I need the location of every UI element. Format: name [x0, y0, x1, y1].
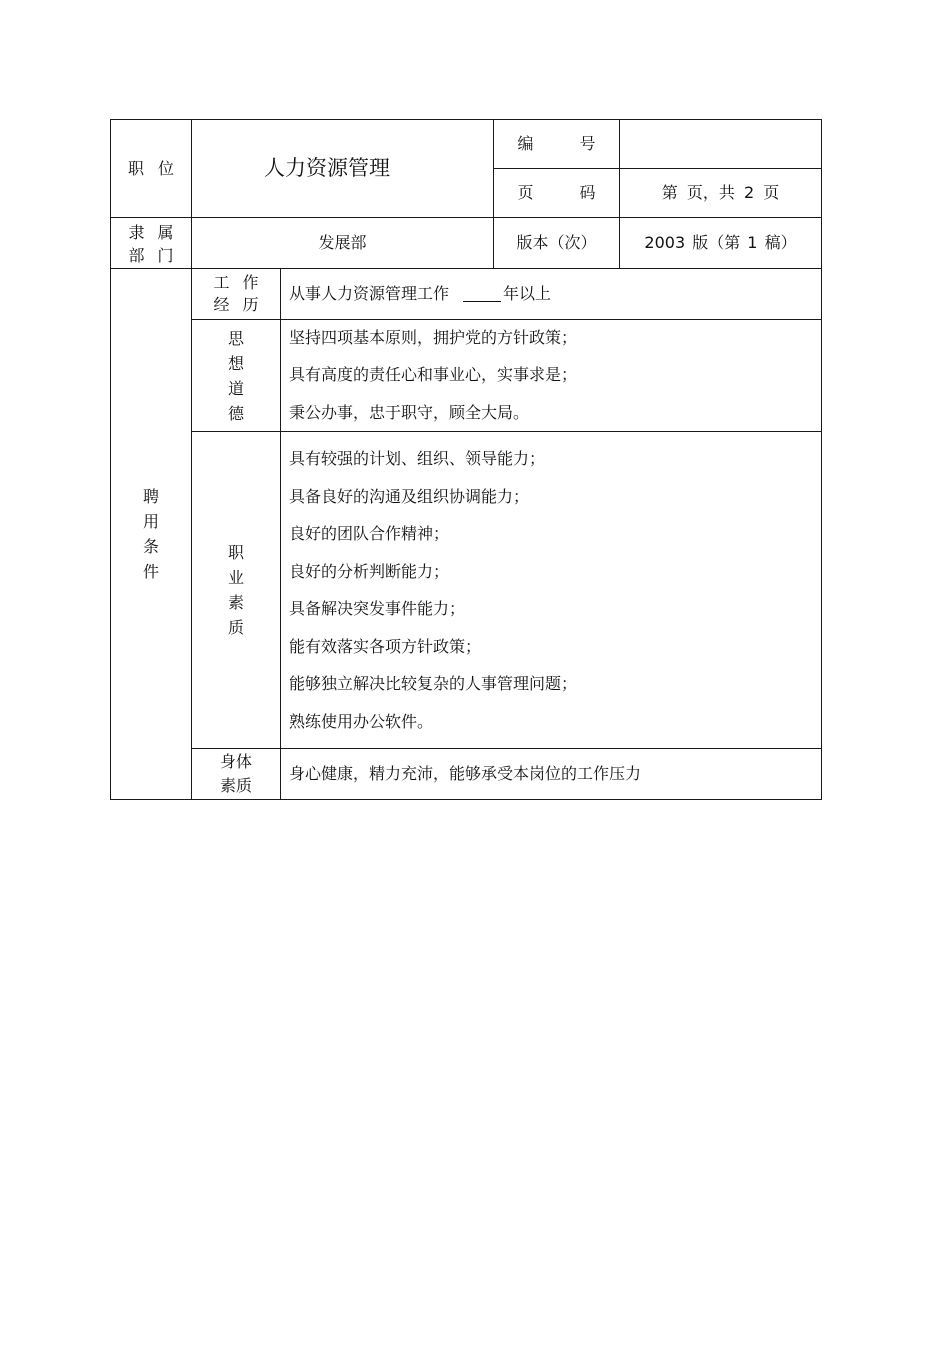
- work-experience-text-suffix: 年以上: [503, 284, 552, 303]
- physical-label-line: 素质: [219, 776, 252, 795]
- list-item: 能有效落实各项方针政策；: [289, 637, 482, 656]
- dept-value: 发展部: [318, 233, 367, 252]
- work-experience-label: [192, 269, 280, 319]
- dept-label-line: 隶 属: [128, 222, 174, 242]
- list-item: 具有高度的责任心和事业心，实事求是；: [289, 365, 578, 384]
- number-label-char: 号: [579, 134, 596, 153]
- number-value: [620, 120, 821, 168]
- job-description-table: [110, 119, 822, 800]
- requirements-label-char: 条: [142, 537, 159, 556]
- table-border-right: [821, 119, 822, 800]
- version-label: 版本（次）: [516, 233, 597, 252]
- list-item: 良好的分析判断能力；: [289, 562, 450, 581]
- list-item: 具备良好的沟通及组织协调能力；: [289, 487, 530, 506]
- list-item: 良好的团队合作精神；: [289, 524, 450, 543]
- physical-label: [192, 749, 280, 799]
- moral-list: [281, 320, 821, 431]
- moral-label-char: 道: [227, 378, 244, 398]
- moral-label-char: 德: [227, 403, 244, 423]
- moral-label-char: 想: [227, 353, 244, 373]
- physical-label-line: 身体: [219, 752, 252, 771]
- list-item: 坚持四项基本原则，拥护党的方针政策；: [289, 328, 578, 347]
- position-label-char: 位: [158, 158, 175, 178]
- position-value: 人力资源管理: [264, 155, 390, 180]
- table-border-bottom: [110, 799, 822, 800]
- work-experience-value: [281, 269, 821, 319]
- list-item: 秉公办事，忠于职守，顾全大局。: [289, 403, 530, 422]
- work-experience-label-line: 工 作: [213, 273, 259, 292]
- requirements-label: [111, 269, 191, 799]
- number-label: [494, 120, 619, 168]
- page-label: [494, 169, 619, 217]
- position-label-char: 职: [127, 158, 144, 178]
- list-item: 具备解决突发事件能力；: [289, 599, 466, 618]
- moral-label-char: 思: [227, 328, 244, 348]
- professional-label: [192, 432, 280, 748]
- version-value: 2003 版（第 1 稿）: [644, 233, 797, 252]
- professional-label-char: 素: [227, 593, 244, 612]
- page-value: 第 页，共 2 页: [661, 183, 780, 202]
- dept-label-line: 部 门: [128, 245, 174, 265]
- page-label-char: 码: [579, 183, 596, 202]
- requirements-label-char: 用: [142, 512, 159, 531]
- years-blank-line: [463, 287, 501, 302]
- professional-label-char: 职: [227, 543, 244, 562]
- work-experience-text: 从事人力资源管理工作: [289, 284, 450, 303]
- list-item: 具有较强的计划、组织、领导能力；: [289, 449, 546, 468]
- professional-list: [281, 432, 821, 748]
- list-item: 能够独立解决比较复杂的人事管理问题；: [289, 674, 578, 693]
- moral-label: [192, 320, 280, 431]
- list-item: 熟练使用办公软件。: [289, 712, 434, 731]
- page-label-char: 页: [517, 183, 534, 202]
- position-label: [111, 120, 191, 217]
- number-label-char: 编: [517, 134, 534, 153]
- requirements-label-char: 聘: [142, 487, 159, 506]
- dept-label: [111, 218, 191, 268]
- professional-label-char: 质: [227, 618, 244, 637]
- professional-label-char: 业: [227, 568, 244, 587]
- requirements-label-char: 件: [142, 562, 159, 581]
- work-experience-label-line: 经 历: [213, 295, 259, 314]
- physical-value: 身心健康，精力充沛，能够承受本岗位的工作压力: [289, 764, 642, 783]
